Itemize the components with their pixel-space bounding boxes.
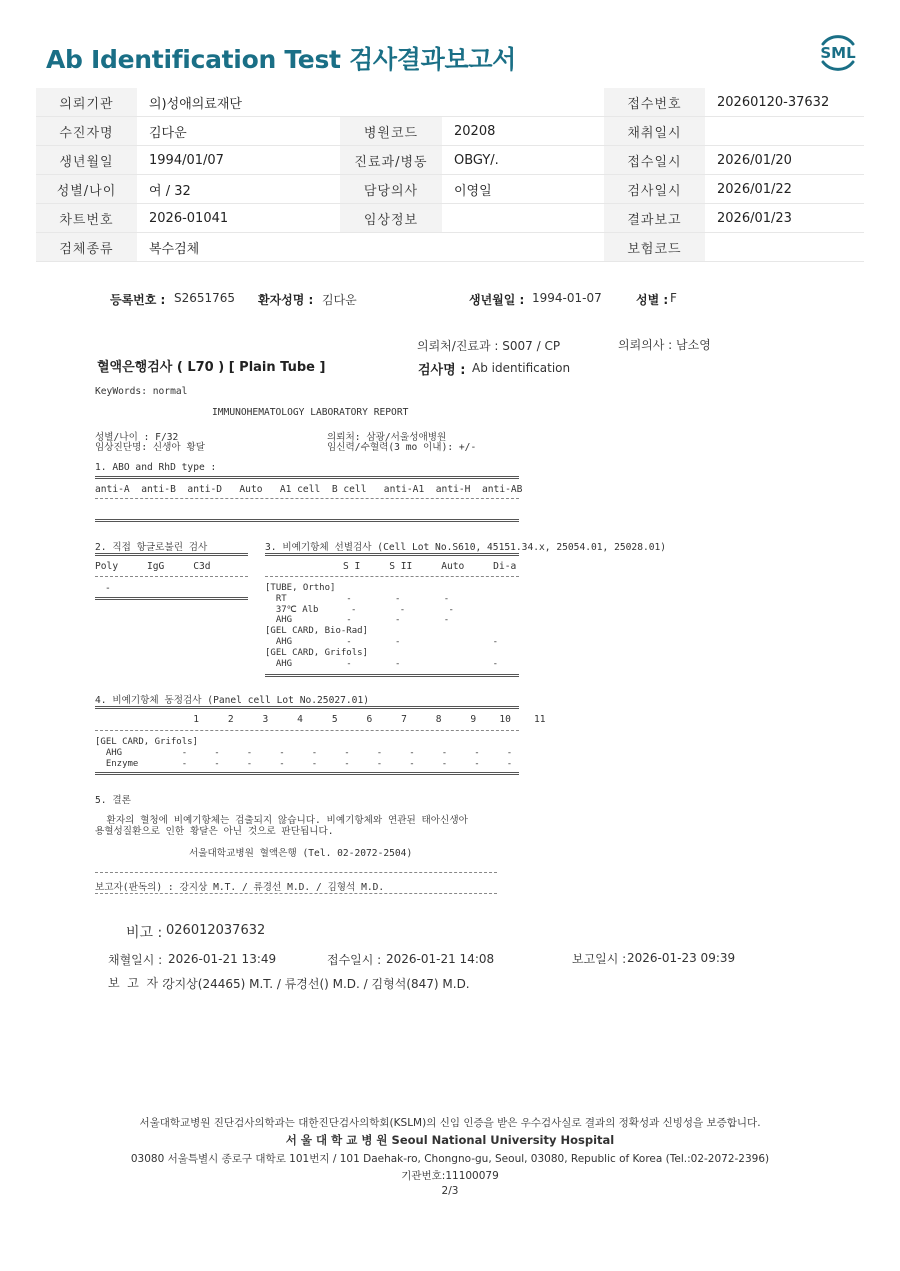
info-value: 20260120-37632	[705, 88, 864, 117]
info-row	[36, 233, 864, 262]
receipt-time: 2026-01-21 14:08	[386, 952, 495, 966]
collect-label: 채혈일시 :	[108, 953, 163, 967]
info-value: 2026/01/20	[705, 146, 864, 175]
divider	[95, 498, 519, 499]
reporters-label: 보 고 자 :	[108, 976, 166, 990]
info-label: 수진자명	[36, 117, 137, 146]
report-title: Ab Identification Test 검사결과보고서	[46, 45, 517, 74]
info-label: 결과보고	[604, 204, 705, 233]
sex-age-line: 성별/나이 : F/32	[95, 432, 179, 443]
reporters: 강지상(24465) M.T. / 류경선() M.D. / 김형석(847) M.D.	[163, 977, 470, 991]
divider	[95, 576, 248, 577]
reporter-line: 보고자(판독의) : 강지상 M.T. / 류경선 M.D. / 김형석 M.D.	[95, 882, 385, 893]
patient-name: 김다운	[322, 293, 357, 307]
section-2-headers: Poly IgG C3d	[95, 561, 211, 572]
section-3-row: AHG - - -	[265, 658, 498, 669]
page-number: 2/3	[441, 1185, 459, 1197]
section-3-title: 3. 비예기항체 선별검사 (Cell Lot No.S610, 45151.34.x, 25054.01, 25028.01)	[265, 542, 667, 553]
divider	[95, 893, 497, 894]
divider	[95, 706, 519, 709]
info-value	[442, 204, 604, 233]
remark-label: 비고 :	[126, 925, 163, 941]
info-value	[705, 117, 864, 146]
dob: 1994-01-07	[532, 291, 602, 305]
info-label: 검체종류	[36, 233, 137, 262]
diagnosis-line: 임상진단명: 신생아 황달	[95, 442, 206, 453]
section-4-row: AHG - - - - - - - - - - -	[95, 748, 513, 758]
test-group: 혈액은행검사 ( L70 ) [ Plain Tube ]	[97, 360, 326, 375]
section-4-row: Enzyme - - - - - - - - - - -	[95, 759, 513, 769]
divider	[265, 576, 519, 577]
collect-time: 2026-01-21 13:49	[168, 952, 277, 966]
info-value	[705, 233, 864, 262]
info-label: 차트번호	[36, 204, 137, 233]
section-3-row: [TUBE, Ortho]	[265, 583, 336, 593]
receipt-label: 접수일시 :	[327, 953, 382, 967]
conclusion-line-2: 용혈성질환으로 인한 황달은 아닌 것으로 판단됩니다.	[95, 826, 334, 837]
dob-label: 생년월일 :	[469, 293, 525, 307]
divider	[95, 519, 519, 522]
test-name-label: 검사명 :	[418, 363, 466, 378]
section-3-row: 37℃ Alb - - -	[265, 604, 454, 615]
section-1-title: 1. ABO and RhD type :	[95, 462, 217, 473]
info-label: 접수일시	[604, 146, 705, 175]
sex-label: 성별 :	[636, 293, 669, 307]
report-heading: IMMUNOHEMATOLOGY LABORATORY REPORT	[212, 407, 409, 418]
section-3-row: [GEL CARD, Bio-Rad]	[265, 626, 368, 637]
info-label	[340, 233, 442, 262]
info-row	[36, 204, 864, 233]
info-label	[340, 88, 442, 117]
info-label: 담당의사	[340, 175, 442, 204]
section-3-headers: S I S II Auto Di-a	[343, 561, 517, 572]
info-row	[36, 175, 864, 204]
info-row	[36, 146, 864, 175]
info-value	[442, 88, 604, 117]
footer-institution-code: 기관번호:11100079	[401, 1170, 499, 1182]
doctor: 의뢰의사 : 남소영	[618, 338, 711, 352]
report-time: 2026-01-23 09:39	[627, 951, 736, 965]
svg-text:SML: SML	[820, 44, 856, 62]
lab-contact: 서울대학교병원 혈액은행 (Tel. 02-2072-2504)	[189, 848, 413, 859]
footer-address: 03080 서울특별시 종로구 대학로 101번지 / 101 Daehak-ro, Chongno-gu, Seoul, 03080, Republic of Korea (Tel.:02-2072-2396)	[130, 1153, 770, 1165]
dept: 의뢰처/진료과 : S007 / CP	[417, 339, 561, 353]
info-value: 의)성애의료재단	[137, 88, 340, 117]
section-2-value: -	[105, 583, 111, 594]
reg-label: 등록번호 :	[110, 293, 166, 307]
patient-name-label: 환자성명 :	[258, 293, 314, 307]
info-value	[442, 233, 604, 262]
keywords: KeyWords: normal	[95, 386, 188, 397]
info-value: 20208	[442, 117, 604, 146]
info-label: 채취일시	[604, 117, 705, 146]
patient-info-table	[36, 88, 864, 262]
reg-number: S2651765	[174, 291, 236, 305]
sml-logo	[815, 30, 861, 76]
section-3-row: AHG - - -	[265, 615, 450, 626]
info-row	[36, 117, 864, 146]
sex: F	[670, 291, 677, 305]
info-row	[36, 88, 864, 117]
divider	[265, 674, 519, 677]
test-name: Ab identification	[472, 361, 571, 375]
info-value: 1994/01/07	[137, 146, 340, 175]
divider	[95, 772, 519, 775]
divider	[95, 553, 248, 556]
section-2-title: 2. 직접 항글로불린 검사	[95, 542, 208, 553]
section-3-row: RT - - -	[265, 593, 450, 604]
divider	[95, 476, 519, 479]
info-label: 병원코드	[340, 117, 442, 146]
info-value: 복수검체	[137, 233, 340, 262]
info-label: 임상정보	[340, 204, 442, 233]
info-label: 접수번호	[604, 88, 705, 117]
info-label: 의뢰기관	[36, 88, 137, 117]
pregnancy-line: 임신력/수혈력(3 mo 이내): +/-	[327, 442, 477, 453]
info-value: 여 / 32	[137, 175, 340, 204]
info-label: 보험코드	[604, 233, 705, 262]
info-value: 김다운	[137, 117, 340, 146]
section-5-title: 5. 결론	[95, 795, 131, 806]
section-3-row: AHG - - -	[265, 637, 498, 647]
info-value: 2026-01041	[137, 204, 340, 233]
section-4-row: [GEL CARD, Grifols]	[95, 737, 198, 747]
info-value: 2026/01/23	[705, 204, 864, 233]
footer-certification: 서울대학교병원 진단검사의학과는 대한진단검사의학회(KSLM)의 신임 인증을 받은 우수검사실로 결과의 정확성과 신빙성을 보증합니다.	[139, 1117, 761, 1129]
report-label: 보고일시 :	[572, 952, 627, 966]
info-label: 검사일시	[604, 175, 705, 204]
divider	[95, 597, 248, 600]
info-value: 이영일	[442, 175, 604, 204]
divider	[265, 553, 519, 556]
section-1-headers: anti-A anti-B anti-D Auto A1 cell B cell anti-A1 anti-H anti-AB	[95, 484, 523, 495]
footer-hospital: 서 울 대 학 교 병 원 Seoul National University Hospital	[285, 1133, 615, 1147]
conclusion-line-1: 환자의 혈청에 비예기항체는 검출되지 않습니다. 비예기항체와 연관된 태아신생아	[95, 815, 468, 826]
section-3-row: [GEL CARD, Grifols]	[265, 647, 368, 658]
info-label: 생년월일	[36, 146, 137, 175]
remark: 026012037632	[166, 923, 266, 938]
section-4-headers: 1 2 3 4 5 6 7 8 9 10 11	[95, 714, 546, 725]
divider	[95, 872, 497, 873]
info-label: 진료과/병동	[340, 146, 442, 175]
divider	[95, 730, 519, 731]
info-value: 2026/01/22	[705, 175, 864, 204]
info-value: OBGY/.	[442, 146, 604, 175]
referrer-line: 의뢰처: 삼광/서울성애병원	[327, 432, 447, 443]
section-4-title: 4. 비예기항체 동정검사 (Panel cell Lot No.25027.01)	[95, 695, 370, 706]
info-label: 성별/나이	[36, 175, 137, 204]
